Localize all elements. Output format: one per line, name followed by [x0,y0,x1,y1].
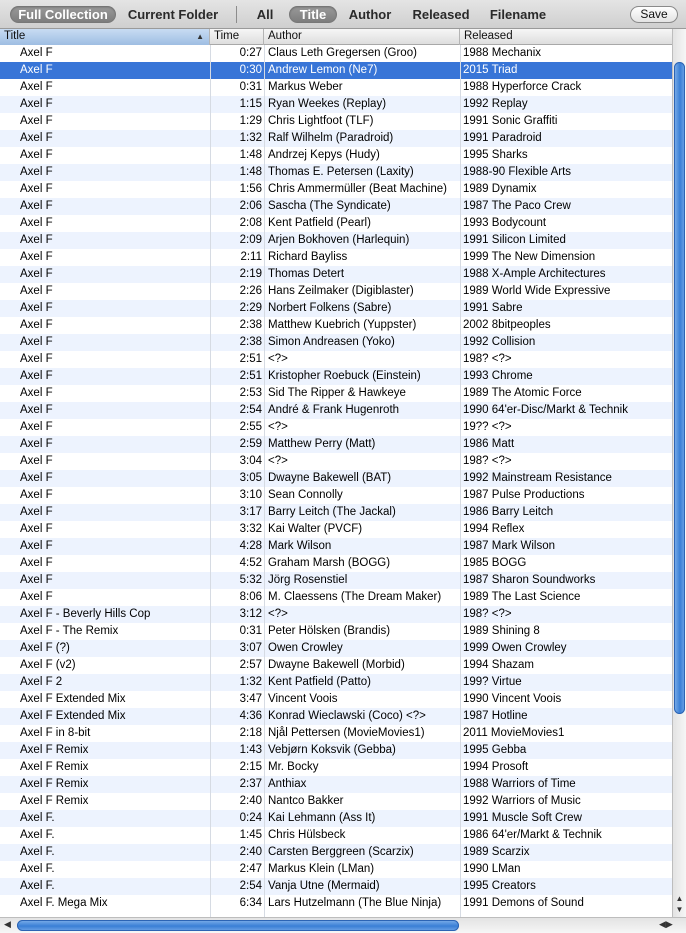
row-title-cell: Axel F [20,234,53,246]
row-time-cell: 3:10 [239,489,262,501]
row-title-cell: Axel F in 8-bit [20,727,91,739]
table-row[interactable] [0,623,672,640]
row-released-cell: 1987 Mark Wilson [463,540,556,552]
table-row[interactable] [0,317,672,334]
table-row[interactable] [0,266,672,283]
row-released-cell: 1991 Sonic Graffiti [463,115,558,127]
row-time-cell: 2:09 [239,234,262,246]
row-released-cell: 1989 The Last Science [463,591,581,603]
table-row[interactable] [0,776,672,793]
table-row[interactable] [0,436,672,453]
filter-released-button[interactable]: Released [412,7,470,22]
row-title-cell: Axel F Remix [20,744,89,756]
row-title-cell: Axel F [20,455,53,467]
row-released-cell: 1994 Shazam [463,659,534,671]
row-author-cell: <?> [268,455,288,467]
row-author-cell: Chris Lightfoot (TLF) [268,115,374,127]
table-row[interactable] [0,691,672,708]
row-title-cell: Axel F Extended Mix [20,693,126,705]
row-released-cell: 1999 Owen Crowley [463,642,567,654]
table-row[interactable] [0,606,672,623]
table-row[interactable] [0,232,672,249]
row-released-cell: 1987 The Paco Crew [463,200,571,212]
row-title-cell: Axel F [20,166,53,178]
table-row[interactable] [0,555,672,572]
table-row[interactable] [0,895,672,912]
table-row[interactable] [0,827,672,844]
scroll-right-arrow-icon[interactable]: ◀▶ [659,919,673,929]
row-time-cell: 3:17 [239,506,262,518]
row-released-cell: 1991 Muscle Soft Crew [463,812,582,824]
row-released-cell: 1994 Prosoft [463,761,529,773]
row-title-cell: Axel F [20,302,53,314]
row-author-cell: Kent Patfield (Pearl) [268,217,371,229]
row-author-cell: Sid The Ripper & Hawkeye [268,387,406,399]
row-time-cell: 2:38 [239,336,262,348]
row-author-cell: Vanja Utne (Mermaid) [268,880,380,892]
column-header-released[interactable] [460,29,672,45]
row-title-cell: Axel F (?) [20,642,70,654]
row-author-cell: Jörg Rosenstiel [268,574,348,586]
row-time-cell: 0:24 [239,812,262,824]
row-released-cell: 2011 MovieMovies1 [463,727,565,739]
table-row[interactable] [0,538,672,555]
column-header-title[interactable] [0,29,210,45]
table-row[interactable] [0,79,672,96]
row-title-cell: Axel F. [20,880,55,892]
table-row[interactable] [0,844,672,861]
row-author-cell: Matthew Perry (Matt) [268,438,376,450]
row-author-cell: Ralf Wilhelm (Paradroid) [268,132,394,144]
row-title-cell: Axel F. Mega Mix [20,897,108,909]
row-time-cell: 3:32 [239,523,262,535]
row-released-cell: 1991 Demons of Sound [463,897,584,909]
row-title-cell: Axel F Extended Mix [20,710,126,722]
row-author-cell: Claus Leth Gregersen (Groo) [268,47,417,59]
table-row[interactable] [0,657,672,674]
row-time-cell: 2:47 [239,863,262,875]
row-title-cell: Axel F 2 [20,676,63,688]
row-author-cell: Kristopher Roebuck (Einstein) [268,370,421,382]
row-author-cell: Ryan Weekes (Replay) [268,98,387,110]
filter-title-button[interactable]: Title [289,6,337,23]
row-time-cell: 2:29 [239,302,262,314]
row-time-cell: 2:37 [239,778,262,790]
row-author-cell: Sascha (The Syndicate) [268,200,391,212]
row-released-cell: 1995 Gebba [463,744,527,756]
scroll-down-arrow-icon[interactable]: ▼ [675,905,684,914]
row-author-cell: <?> [268,421,288,433]
row-time-cell: 2:55 [239,421,262,433]
row-title-cell: Axel F [20,64,53,76]
row-time-cell: 5:32 [239,574,262,586]
row-author-cell: Njål Pettersen (MovieMovies1) [268,727,425,739]
table-row[interactable] [0,368,672,385]
row-released-cell: 1995 Creators [463,880,536,892]
row-released-cell: 1993 Chrome [463,370,533,382]
row-author-cell: Owen Crowley [268,642,343,654]
row-title-cell: Axel F [20,404,53,416]
row-author-cell: Thomas Detert [268,268,345,280]
row-author-cell: M. Claessens (The Dream Maker) [268,591,442,603]
tune-list [0,45,672,917]
row-title-cell: Axel F Remix [20,795,89,807]
row-released-cell: 1992 Mainstream Resistance [463,472,612,484]
row-title-cell: Axel F [20,251,53,263]
row-author-cell: Norbert Folkens (Sabre) [268,302,392,314]
table-row[interactable] [0,45,672,62]
row-title-cell: Axel F [20,183,53,195]
row-title-cell: Axel F [20,115,53,127]
row-time-cell: 6:34 [239,897,262,909]
row-title-cell: Axel F [20,285,53,297]
row-released-cell: 1991 Paradroid [463,132,542,144]
filter-author-button[interactable]: Author [348,7,392,22]
row-time-cell: 8:06 [239,591,262,603]
row-released-cell: 1986 64'er/Markt & Technik [463,829,602,841]
row-released-cell: 1986 Barry Leitch [463,506,554,518]
scroll-up-arrow-icon[interactable]: ▲ [675,894,684,903]
row-time-cell: 2:59 [239,438,262,450]
table-row[interactable] [0,878,672,895]
row-time-cell: 2:54 [239,880,262,892]
table-row[interactable] [0,164,672,181]
row-title-cell: Axel F [20,319,53,331]
table-row[interactable] [0,181,672,198]
table-row[interactable] [0,249,672,266]
row-released-cell: 1992 Collision [463,336,536,348]
table-row[interactable] [0,521,672,538]
row-time-cell: 1:32 [239,676,262,688]
row-title-cell: Axel F [20,370,53,382]
table-row[interactable] [0,504,672,521]
row-time-cell: 2:40 [239,795,262,807]
row-author-cell: Peter Hölsken (Brandis) [268,625,391,637]
row-released-cell: 1993 Bodycount [463,217,547,229]
row-author-cell: Simon Andreasen (Yoko) [268,336,395,348]
table-row[interactable] [0,742,672,759]
row-title-cell: Axel F [20,268,53,280]
row-author-cell: Lars Hutzelmann (The Blue Ninja) [268,897,442,909]
row-author-cell: Andrew Lemon (Ne7) [268,64,378,76]
row-released-cell: 1995 Sharks [463,149,528,161]
row-released-cell: 198? <?> [463,608,512,620]
table-row[interactable] [0,385,672,402]
table-row[interactable] [0,487,672,504]
row-time-cell: 1:56 [239,183,262,195]
row-released-cell: 1991 Sabre [463,302,523,314]
row-title-cell: Axel F [20,421,53,433]
row-title-cell: Axel F. [20,829,55,841]
row-author-cell: Arjen Bokhoven (Harlequin) [268,234,410,246]
vertical-scroll-thumb[interactable] [674,62,685,714]
row-released-cell: 1989 Dynamix [463,183,537,195]
row-title-cell: Axel F [20,217,53,229]
row-author-cell: Dwayne Bakewell (BAT) [268,472,392,484]
row-released-cell: 1986 Matt [463,438,515,450]
column-header-author[interactable] [264,29,460,45]
table-row[interactable] [0,96,672,113]
row-title-cell: Axel F Remix [20,761,89,773]
row-time-cell: 2:51 [239,353,262,365]
row-released-cell: 19?? <?> [463,421,512,433]
table-row[interactable] [0,708,672,725]
row-released-cell: 1992 Replay [463,98,528,110]
row-title-cell: Axel F [20,523,53,535]
row-released-cell: 1990 LMan [463,863,521,875]
row-title-cell: Axel F - The Remix [20,625,119,637]
row-released-cell: 1988 Warriors of Time [463,778,576,790]
row-time-cell: 2:06 [239,200,262,212]
row-author-cell: Vincent Voois [268,693,338,705]
table-row[interactable] [0,861,672,878]
row-author-cell: Carsten Berggreen (Scarzix) [268,846,414,858]
row-released-cell: 199? Virtue [463,676,522,688]
row-time-cell: 2:08 [239,217,262,229]
table-row[interactable] [0,640,672,657]
table-row[interactable] [0,674,672,691]
row-title-cell: Axel F [20,200,53,212]
row-title-cell: Axel F [20,387,53,399]
row-title-cell: Axel F [20,472,53,484]
row-time-cell: 0:31 [239,625,262,637]
row-released-cell: 1990 Vincent Voois [463,693,562,705]
column-divider [460,45,461,917]
row-author-cell: Dwayne Bakewell (Morbid) [268,659,405,671]
column-title-label: Title [4,30,26,42]
row-released-cell: 1991 Silicon Limited [463,234,566,246]
row-author-cell: Markus Klein (LMan) [268,863,375,875]
table-row[interactable] [0,113,672,130]
toolbar-separator [236,6,237,23]
table-row[interactable] [0,334,672,351]
row-released-cell: 1994 Reflex [463,523,525,535]
row-time-cell: 1:15 [239,98,262,110]
row-author-cell: Chris Hülsbeck [268,829,346,841]
row-title-cell: Axel F. [20,812,55,824]
row-time-cell: 4:28 [239,540,262,552]
table-row[interactable] [0,402,672,419]
row-time-cell: 2:53 [239,387,262,399]
row-author-cell: Anthiax [268,778,307,790]
row-author-cell: Mark Wilson [268,540,332,552]
row-title-cell: Axel F [20,438,53,450]
row-author-cell: Vebjørn Koksvik (Gebba) [268,744,396,756]
column-time-label: Time [214,30,240,42]
table-row[interactable] [0,130,672,147]
row-title-cell: Axel F [20,557,53,569]
scroll-left-arrow-icon[interactable]: ◀ [4,919,11,929]
row-released-cell: 1989 World Wide Expressive [463,285,611,297]
row-released-cell: 1999 The New Dimension [463,251,596,263]
save-button[interactable]: Save [630,6,678,23]
row-time-cell: 1:43 [239,744,262,756]
row-time-cell: 0:27 [239,47,262,59]
filter-all-button[interactable]: All [256,7,274,22]
row-released-cell: 1988 X-Ample Architectures [463,268,606,280]
row-author-cell: Kent Patfield (Patto) [268,676,371,688]
row-author-cell: Mr. Bocky [268,761,319,773]
column-divider [210,45,211,917]
table-row[interactable] [0,215,672,232]
row-time-cell: 2:51 [239,370,262,382]
row-author-cell: Chris Ammermüller (Beat Machine) [268,183,447,195]
row-released-cell: 1988 Hyperforce Crack [463,81,582,93]
row-time-cell: 3:04 [239,455,262,467]
row-title-cell: Axel F [20,540,53,552]
row-released-cell: 1987 Hotline [463,710,528,722]
row-time-cell: 1:29 [239,115,262,127]
row-time-cell: 3:12 [239,608,262,620]
table-row[interactable] [0,810,672,827]
row-time-cell: 2:40 [239,846,262,858]
row-author-cell: Andrzej Kepys (Hudy) [268,149,380,161]
table-row[interactable] [0,470,672,487]
row-author-cell: Richard Bayliss [268,251,348,263]
row-title-cell: Axel F. [20,863,55,875]
column-released-label: Released [464,30,513,42]
row-title-cell: Axel F - Beverly Hills Cop [20,608,151,620]
row-time-cell: 2:26 [239,285,262,297]
row-released-cell: 198? <?> [463,353,512,365]
row-released-cell: 1989 Shining 8 [463,625,540,637]
row-title-cell: Axel F [20,81,53,93]
sort-ascending-icon: ▲ [196,32,204,41]
table-row[interactable] [0,725,672,742]
column-header-time[interactable] [210,29,264,45]
column-divider [264,45,265,917]
row-title-cell: Axel F [20,336,53,348]
row-time-cell: 2:15 [239,761,262,773]
table-row[interactable] [0,351,672,368]
row-author-cell: Kai Lehmann (Ass It) [268,812,376,824]
full-collection-button[interactable]: Full Collection [10,6,116,23]
row-time-cell: 2:11 [240,251,262,263]
row-title-cell: Axel F [20,98,53,110]
row-released-cell: 198? <?> [463,455,512,467]
row-author-cell: Konrad Wieclawski (Coco) <?> [268,710,426,722]
table-row[interactable] [0,572,672,589]
row-time-cell: 2:18 [239,727,262,739]
row-author-cell: André & Frank Hugenroth [268,404,400,416]
horizontal-scroll-thumb[interactable] [17,920,459,931]
row-released-cell: 2002 8bitpeoples [463,319,551,331]
table-row[interactable] [0,283,672,300]
row-released-cell: 1990 64'er-Disc/Markt & Technik [463,404,628,416]
row-time-cell: 3:05 [239,472,262,484]
table-row[interactable] [0,759,672,776]
row-title-cell: Axel F (v2) [20,659,76,671]
row-released-cell: 1992 Warriors of Music [463,795,581,807]
row-time-cell: 2:19 [239,268,262,280]
row-time-cell: 2:54 [239,404,262,416]
row-author-cell: Hans Zeilmaker (Digiblaster) [268,285,414,297]
row-released-cell: 2015 Triad [463,64,518,76]
row-time-cell: 1:48 [239,149,262,161]
row-author-cell: Graham Marsh (BOGG) [268,557,391,569]
row-author-cell: Matthew Kuebrich (Yuppster) [268,319,417,331]
row-author-cell: Thomas E. Petersen (Laxity) [268,166,414,178]
row-title-cell: Axel F [20,574,53,586]
current-folder-button[interactable]: Current Folder [127,7,219,22]
row-released-cell: 1989 The Atomic Force [463,387,582,399]
row-title-cell: Axel F [20,506,53,518]
row-title-cell: Axel F Remix [20,778,89,790]
row-time-cell: 0:30 [239,64,262,76]
row-author-cell: Markus Weber [268,81,343,93]
row-author-cell: <?> [268,608,288,620]
row-released-cell: 1988 Mechanix [463,47,541,59]
table-header [0,29,672,45]
table-row[interactable] [0,589,672,606]
row-time-cell: 2:57 [239,659,262,671]
row-title-cell: Axel F [20,132,53,144]
column-author-label: Author [268,30,302,42]
row-author-cell: Nantco Bakker [268,795,344,807]
row-author-cell: Sean Connolly [268,489,343,501]
row-title-cell: Axel F. [20,846,55,858]
row-time-cell: 3:47 [239,693,262,705]
row-time-cell: 4:52 [239,557,262,569]
row-time-cell: 1:32 [239,132,262,144]
table-row[interactable] [0,147,672,164]
table-row[interactable] [0,300,672,317]
row-time-cell: 4:36 [239,710,262,722]
row-time-cell: 1:45 [239,829,262,841]
table-row[interactable] [0,453,672,470]
row-title-cell: Axel F [20,591,53,603]
table-row[interactable] [0,419,672,436]
row-title-cell: Axel F [20,489,53,501]
table-row-selected[interactable] [0,62,672,79]
row-title-cell: Axel F [20,353,53,365]
row-author-cell: <?> [268,353,288,365]
row-title-cell: Axel F [20,47,53,59]
table-row[interactable] [0,198,672,215]
row-released-cell: 1989 Scarzix [463,846,530,858]
toolbar [0,0,686,29]
row-author-cell: Kai Walter (PVCF) [268,523,363,535]
filter-filename-button[interactable]: Filename [489,7,547,22]
row-released-cell: 1988-90 Flexible Arts [463,166,572,178]
row-time-cell: 0:31 [239,81,262,93]
row-title-cell: Axel F [20,149,53,161]
row-time-cell: 3:07 [239,642,262,654]
table-row[interactable] [0,793,672,810]
row-released-cell: 1987 Sharon Soundworks [463,574,596,586]
row-author-cell: Barry Leitch (The Jackal) [268,506,396,518]
row-released-cell: 1985 BOGG [463,557,527,569]
row-time-cell: 1:48 [239,166,262,178]
row-released-cell: 1987 Pulse Productions [463,489,585,501]
row-time-cell: 2:38 [239,319,262,331]
